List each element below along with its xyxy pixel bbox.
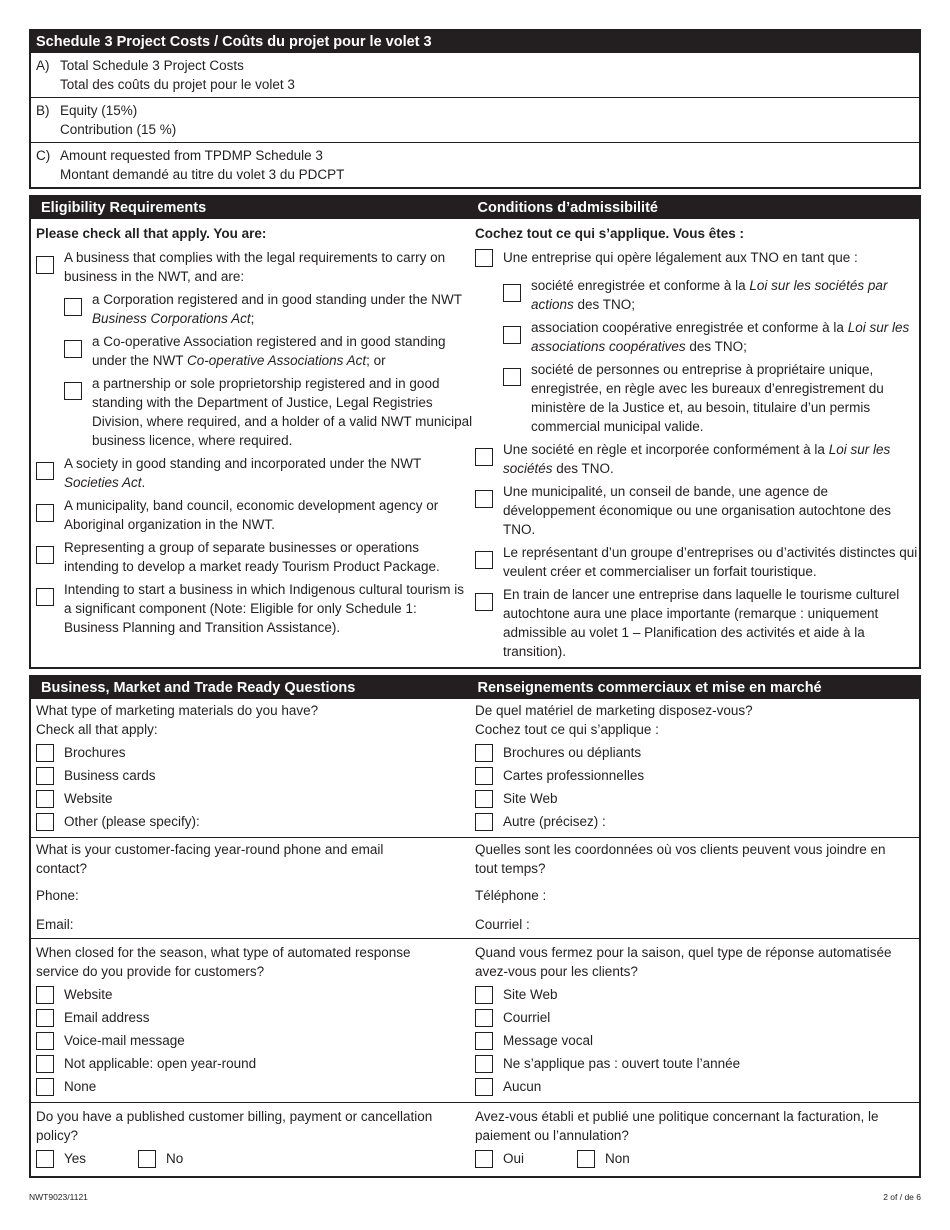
- checkbox[interactable]: [36, 504, 54, 522]
- checkbox[interactable]: [475, 986, 493, 1004]
- form-page: [29, 29, 921, 1178]
- option-other[interactable]: Other (please specify):: [36, 810, 475, 833]
- checkbox[interactable]: [36, 1078, 54, 1096]
- cost-row-c[interactable]: C) Amount requested from TPDMP Schedule 3 Montant demandé au titre du volet 3 du PDCPT: [31, 142, 919, 187]
- elig-society-en: A society in good standing and incorporated under the NWT Societies Act.: [36, 454, 475, 492]
- form-id: NWT9023/1121: [29, 1192, 88, 1202]
- elig-group-en: Representing a group of separate businesses or operations intending to develop a market ready Tourism Product Package.: [36, 538, 475, 576]
- checkbox[interactable]: [475, 490, 493, 508]
- auto-none[interactable]: None: [36, 1075, 455, 1098]
- elig-corp-en: a Corporation registered and in good standing under the NWT Business Corporations Act;: [64, 290, 475, 328]
- option-website-fr[interactable]: Site Web: [475, 787, 919, 810]
- checkbox[interactable]: [64, 298, 82, 316]
- option-brochures-fr[interactable]: Brochures ou dépliants: [475, 741, 919, 764]
- elig-indigenous-fr: En train de lancer une entreprise dans laquelle le tourisme culturel autochtone aura une place importante (remarque : uniquement admissible au volet 1 – Planification des activités et aide à la transition).: [475, 585, 919, 661]
- cost-row-b[interactable]: B) Equity (15%) Contribution (15 %): [31, 97, 919, 142]
- checkbox[interactable]: [503, 368, 521, 386]
- checkbox[interactable]: [475, 249, 493, 267]
- auto-email[interactable]: Email address: [36, 1006, 455, 1029]
- billing-policy: Do you have a published customer billing, payment or cancellation policy? Yes No Avez-vous établi et publié une politique concernant la facturation, le paiement ou l’annulation? Oui Non: [31, 1102, 919, 1176]
- checkbox[interactable]: [36, 462, 54, 480]
- checkbox[interactable]: [64, 382, 82, 400]
- elig-society-fr: Une société en règle et incorporée conformément à la Loi sur les sociétés des TNO.: [475, 440, 919, 478]
- option-brochures[interactable]: Brochures: [36, 741, 475, 764]
- checkbox[interactable]: [475, 1055, 493, 1073]
- checkbox[interactable]: [36, 1032, 54, 1050]
- elig-municipality-fr: Une municipalité, un conseil de bande, une agence de développement économique ou une organisation autochtone des TNO.: [475, 482, 919, 539]
- market-section: [29, 675, 921, 1178]
- auto-voicemail[interactable]: Voice-mail message: [36, 1029, 455, 1052]
- checkbox[interactable]: [36, 986, 54, 1004]
- checkbox[interactable]: [36, 256, 54, 274]
- checkbox[interactable]: [36, 790, 54, 808]
- no-checkbox[interactable]: [138, 1150, 156, 1168]
- option-website[interactable]: Website: [36, 787, 475, 810]
- checkbox[interactable]: [475, 551, 493, 569]
- checkbox[interactable]: [475, 1032, 493, 1050]
- elig-coop-en: a Co-operative Association registered and in good standing under the NWT Co-operative Associations Act; or: [64, 332, 475, 370]
- eligibility-header: Eligibility Requirements Conditions d’admissibilité: [31, 197, 919, 219]
- elig-indigenous-en: Intending to start a business in which Indigenous cultural tourism is a significant component (Note: Eligible for only Schedule 1: Business Planning and Transition Assistance).: [36, 580, 475, 637]
- auto-na[interactable]: Not applicable: open year-round: [36, 1052, 455, 1075]
- phone-field[interactable]: Phone:: [36, 888, 79, 903]
- auto-website[interactable]: Website: [36, 983, 455, 1006]
- checkbox[interactable]: [475, 448, 493, 466]
- market-header: Business, Market and Trade Ready Questions Renseignements commerciaux et mise en marché: [31, 677, 919, 699]
- elig-corp-fr: société enregistrée et conforme à la Loi sur les sociétés par actions des TNO;: [503, 276, 919, 314]
- email-field-fr[interactable]: Courriel :: [475, 917, 530, 932]
- email-field[interactable]: Email:: [36, 917, 74, 932]
- checkbox[interactable]: [475, 1078, 493, 1096]
- checkbox[interactable]: [475, 790, 493, 808]
- cost-row-a[interactable]: A) Total Schedule 3 Project Costs Total des coûts du projet pour le volet 3: [36, 58, 295, 92]
- checkbox[interactable]: [36, 1055, 54, 1073]
- schedule3-header: Schedule 3 Project Costs / Coûts du projet pour le volet 3: [31, 31, 919, 53]
- elig-business-en: A business that complies with the legal requirements to carry on business in the NWT, and are:: [36, 248, 475, 286]
- yes-checkbox[interactable]: [36, 1150, 54, 1168]
- eligibility-fr: Cochez tout ce qui s’applique. Vous êtes : Une entreprise qui opère légalement aux TNO en tant que : société enregistrée et conforme à la Loi sur les sociétés par actions des TNO; association coopérative enregistrée et conforme à la Loi sur les associations coopératives des TNO; société de personnes ou entreprise à propriétaire unique, enregistrée, en règle avec les bureaux d’enregistrement du ministère de la Justice et, au besoin, titulaire d’un permis commercial municipal valide. Une société en règle et incorporée conformément à la Loi sur les sociétés des TNO. Une municipalité, un conseil de bande, une agence de développement économique ou une organisation autochtone des TNO. Le représentant d’un groupe d’entreprises ou d’activités distinctes qui veulent créer et commercialiser un forfait touristique. En train de lancer une entreprise dans laquelle le tourisme culturel autochtone aura une place importante (remarque : uniquement admissible au volet 1 – Planification des activités et aide à la transition).: [475, 226, 918, 659]
- non-checkbox[interactable]: [577, 1150, 595, 1168]
- elig-partner-fr: société de personnes ou entreprise à propriétaire unique, enregistrée, en règle avec les bureaux d’enregistrement du ministère de la Justice et, au besoin, titulaire d’un permis commercial municipal valide.: [503, 360, 919, 436]
- elig-partner-en: a partnership or sole proprietorship registered and in good standing with the Department of Justice, Legal Registries Division, where required, and a holder of a valid NWT municipal business licence, where required.: [64, 374, 475, 450]
- option-other-fr[interactable]: Autre (précisez) :: [475, 810, 919, 833]
- checkbox[interactable]: [36, 1009, 54, 1027]
- auto-website-fr[interactable]: Site Web: [475, 983, 909, 1006]
- eligibility-section: [29, 195, 921, 669]
- contact-info: What is your customer-facing year-round phone and email contact? Phone: Email: Quelles sont les coordonnées où vos clients peuvent vous joindre en tout temps? Téléphone : Courriel :: [31, 837, 919, 938]
- checkbox[interactable]: [36, 813, 54, 831]
- oui-checkbox[interactable]: [475, 1150, 493, 1168]
- phone-field-fr[interactable]: Téléphone :: [475, 888, 547, 903]
- checkbox[interactable]: [503, 326, 521, 344]
- elig-business-fr: Une entreprise qui opère légalement aux TNO en tant que :: [475, 248, 919, 272]
- marketing-materials: What type of marketing materials do you have? Check all that apply: Brochures Business cards Website Other (please specify): De quel matériel de marketing disposez-vous? Cochez tout ce qui s’applique : Brochures ou dépliants Cartes professionnelles Site Web Autre (précisez) :: [31, 699, 919, 837]
- checkbox[interactable]: [475, 767, 493, 785]
- auto-voicemail-fr[interactable]: Message vocal: [475, 1029, 909, 1052]
- checkbox[interactable]: [36, 546, 54, 564]
- auto-na-fr[interactable]: Ne s’applique pas : ouvert toute l’année: [475, 1052, 909, 1075]
- checkbox[interactable]: [64, 340, 82, 358]
- elig-coop-fr: association coopérative enregistrée et conforme à la Loi sur les associations coopératives des TNO;: [503, 318, 919, 356]
- automated-response: When closed for the season, what type of automated response service do you provide for customers? Website Email address Voice-mail message Not applicable: open year-round None Quand vous fermez pour la saison, quel type de réponse automatisée avez-vous pour les clients? Site Web Courriel Message vocal Ne s’applique pas : ouvert toute l’année Aucun: [31, 938, 919, 1102]
- option-business-cards[interactable]: Business cards: [36, 764, 475, 787]
- checkbox[interactable]: [36, 744, 54, 762]
- schedule3-section: [29, 29, 921, 189]
- elig-municipality-en: A municipality, band council, economic development agency or Aboriginal organization in the NWT.: [36, 496, 475, 534]
- auto-none-fr[interactable]: Aucun: [475, 1075, 909, 1098]
- page-number: 2 of / de 6: [883, 1192, 921, 1202]
- option-business-cards-fr[interactable]: Cartes professionnelles: [475, 764, 919, 787]
- auto-email-fr[interactable]: Courriel: [475, 1006, 909, 1029]
- checkbox[interactable]: [475, 813, 493, 831]
- eligibility-en: Please check all that apply. You are: A business that complies with the legal requirements to carry on business in the NWT, and are: a Corporation registered and in good standing under the NWT Business Corporations Act; a Co-operative Association registered and in good standing under the NWT Co-operative Associations Act; or a partnership or sole proprietorship registered and in good standing with the Department of Justice, Legal Registries Division, where required, and a holder of a valid NWT municipal business licence, where required. A society in good standing and incorporated under the NWT Societies Act. A municipality, band council, economic development agency or Aboriginal organization in the NWT. Representing a group of separate businesses or operations intending to develop a market ready Tourism Product Package. Intending to start a business in which Indigenous cultural tourism is a significant component (Note: Eligible for only Schedule 1: Business Planning and Transition Assistance).: [31, 224, 475, 665]
- checkbox[interactable]: [475, 593, 493, 611]
- checkbox[interactable]: [475, 1009, 493, 1027]
- checkbox[interactable]: [475, 744, 493, 762]
- elig-group-fr: Le représentant d’un groupe d’entreprises ou d’activités distinctes qui veulent créer et commercialiser un forfait touristique.: [475, 543, 919, 581]
- checkbox[interactable]: [36, 767, 54, 785]
- checkbox[interactable]: [36, 588, 54, 606]
- checkbox[interactable]: [503, 284, 521, 302]
